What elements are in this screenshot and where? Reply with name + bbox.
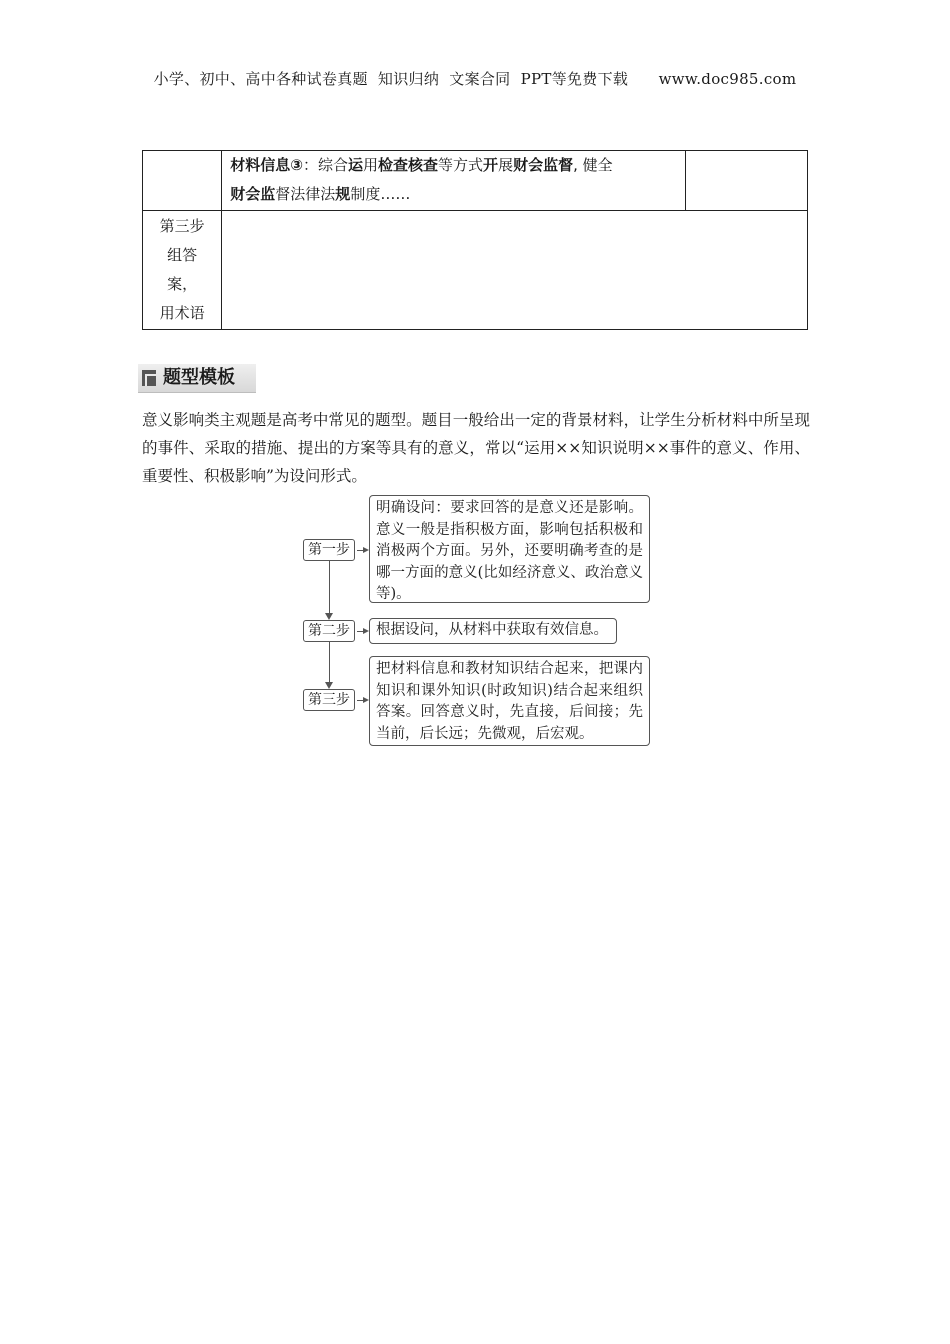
step-one-box: 明确设问：要求回答的是意义还是影响。意义一般是指积极方面，影响包括积极和消极两个方面。另外，还要明确考查的是哪一方面的意义(比如经济意义、政治意义等)。 <box>369 495 650 603</box>
material-keyword: 开 <box>483 156 499 174</box>
material-text-part: ：综合 <box>302 156 348 174</box>
step-label-line: 组答 <box>167 246 198 264</box>
material-text-part: , 健全 <box>573 156 613 174</box>
step-label-line: 用术语 <box>159 304 205 322</box>
page-header: 小学、初中、高中各种试卷真题 知识归纳 文案合同 PPT等免费下载 www.doc985.com <box>153 70 797 88</box>
material-text-part: 运 <box>347 156 363 174</box>
flow-connector <box>329 642 330 682</box>
step-three-box: 把材料信息和教材知识结合起来，把课内知识和课外知识(时政知识)结合起来组织答案。回答意义时，先直接，后间接；先当前，后长远；先微观，后宏观。 <box>369 656 650 746</box>
step-label-line: 第三步 <box>159 217 205 235</box>
step-one-label: 第一步 <box>303 539 355 561</box>
section-title: 题型模板 <box>163 367 235 388</box>
material-keyword: 规 <box>335 185 351 203</box>
material-text-part: 制度…… <box>350 185 411 203</box>
material-keyword: 财会监督 <box>513 156 574 174</box>
flow-connector <box>329 561 330 613</box>
material-text-part: 等方式 <box>438 156 484 174</box>
arrow-down-icon <box>325 682 333 689</box>
material-text-part: 督法律法 <box>275 185 336 203</box>
material-info-label: 材料信息③ <box>230 156 303 174</box>
material-keyword: 财会监 <box>230 185 276 203</box>
material-keyword: 检查核查 <box>378 156 439 174</box>
step-two-box: 根据设问，从材料中获取有效信息。 <box>369 618 617 644</box>
arrow-down-icon <box>325 613 333 620</box>
step-three-label: 第三步 <box>303 689 355 711</box>
step-label-line: 案， <box>167 275 198 293</box>
material-text-part: 用 <box>363 156 379 174</box>
step-two-label: 第二步 <box>303 620 355 642</box>
intro-paragraph: 意义影响类主观题是高考中常见的题型。题目一般给出一定的背景材料，让学生分析材料中所呈现的事件、采取的措施、提出的方案等具有的意义，常以“运用××知识说明××事件的意义、作用、重要性、积极影响”为设问形式。 <box>142 411 810 485</box>
material-text-part: 展 <box>498 156 514 174</box>
